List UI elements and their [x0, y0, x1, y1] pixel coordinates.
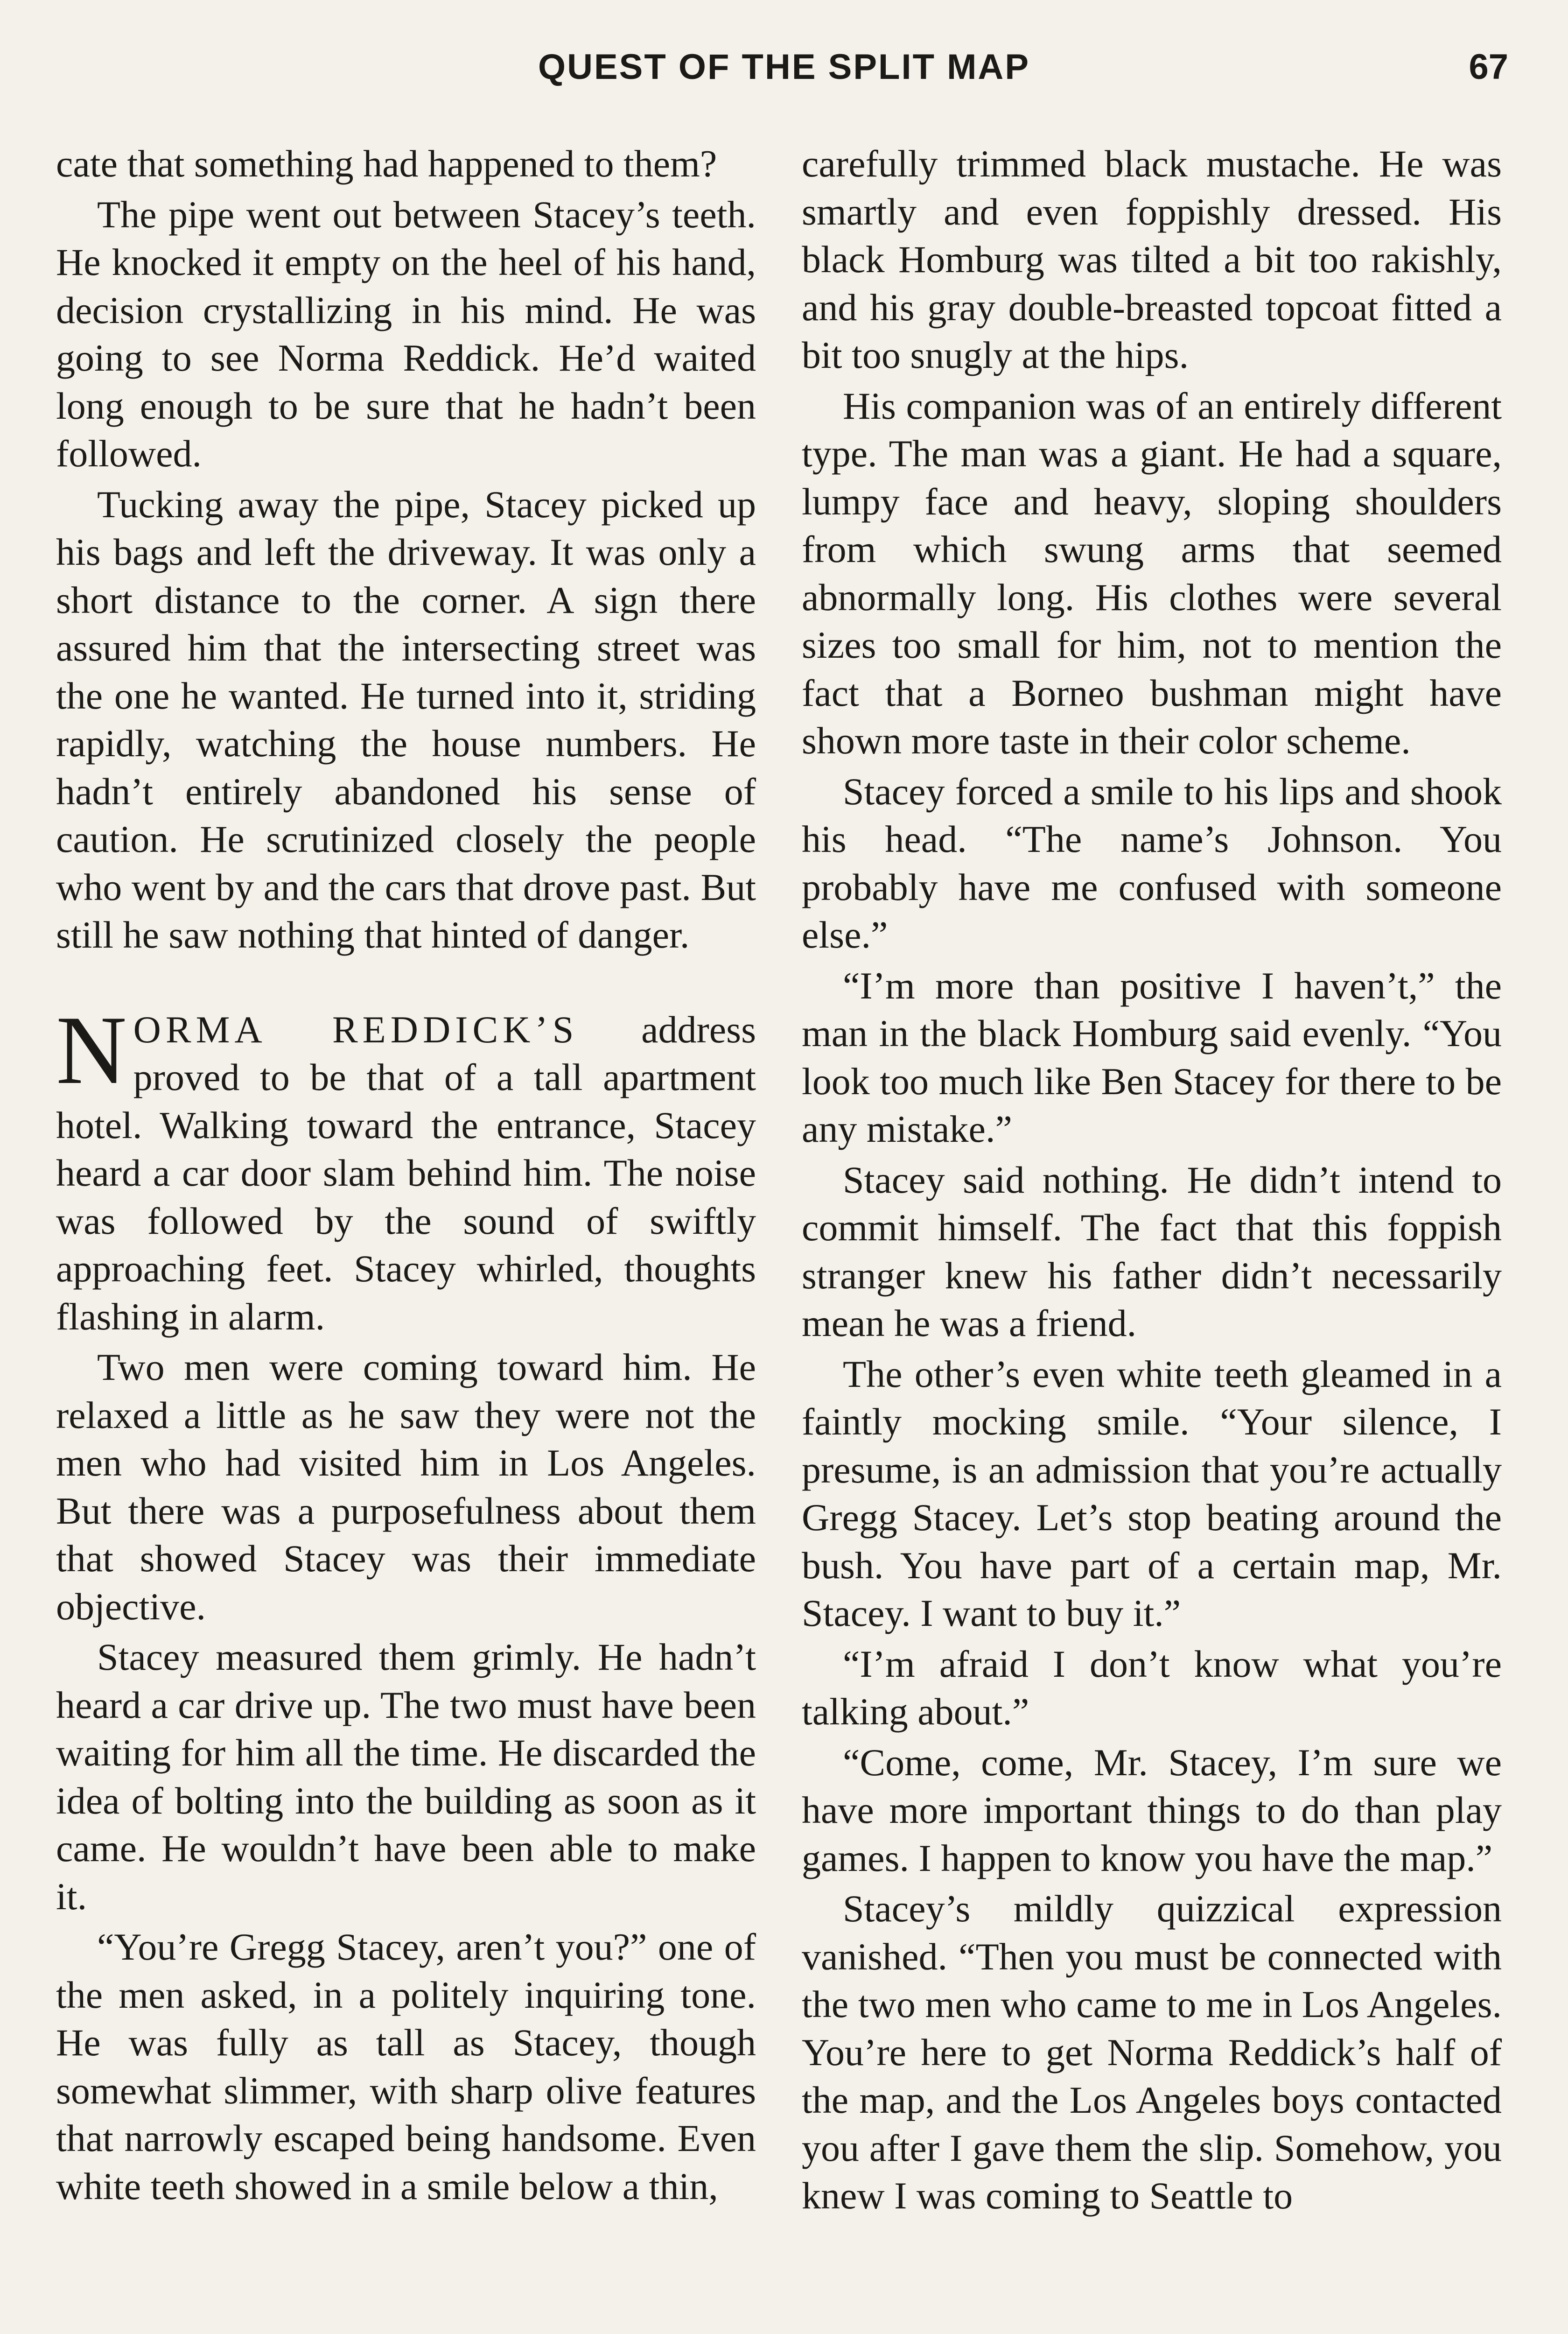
small-caps-lead: ORMA REDDICK’S: [133, 1008, 579, 1051]
paragraph: Stacey’s mildly quizzical expression vanished. “Then you must be connected with the two men who came to me in Los Angeles. You’re here to get Norma Reddick’s half of the map, and the Los Angeles boys contacted you after I gave them the slip. Somehow, you knew I was coming to Seattle to: [802, 1887, 1502, 2217]
paragraph: Tucking away the pipe, Stacey picked up his bags and left the driveway. It was only a short distance to the corner. A sign there assured him that the intersecting street was the one he wanted. He turned into it, striding rapidly, watching the house numbers. He hadn’t entirely abandoned his sense of caution. He scrutinized closely the people who went by and the cars that drove past. But still he saw nothing that hinted of danger.: [56, 483, 756, 956]
paragraph: “You’re Gregg Stacey, aren’t you?” one of the men asked, in a politely inquiring tone. He was fully as tall as Stacey, though somewhat slimmer, with sharp olive features that narrowly escaped being handsome. Even white teeth showed in a smile below a thin,: [56, 1926, 756, 2207]
left-column: [56, 140, 756, 2213]
paragraph: Stacey said nothing. He didn’t intend to commit himself. The fact that this foppish stranger knew his father didn’t necessarily mean he was a friend.: [802, 1158, 1502, 1344]
paragraph-text: address proved to be that of a tall apartment hotel. Walking toward the entrance, Stacey heard a car door slam behind him. The noise was followed by the sound of swiftly approaching feet. Stacey whirled, thoughts flashing in alarm.: [56, 1008, 756, 1338]
paragraph: “I’m more than positive I haven’t,” the man in the black Homburg said evenly. “You look too much like Ben Stacey for there to be any mistake.”: [802, 964, 1502, 1150]
paragraph: Stacey forced a smile to his lips and shook his head. “The name’s Johnson. You probably have me confused with someone else.”: [802, 770, 1502, 956]
page-header: [0, 37, 1568, 103]
right-column: [802, 140, 1502, 2223]
paragraph: carefully trimmed black mustache. He was smartly and even foppishly dressed. His black Homburg was tilted a bit too rakishly, and his gray double-breasted topcoat fitted a bit too snugly at the hips.: [802, 142, 1502, 376]
paragraph: Two men were coming toward him. He relaxed a little as he saw they were not the men who had visited him in Los Angeles. But there was a purposefulness about them that showed Stacey was their immediate objective.: [56, 1346, 756, 1628]
paragraph: Stacey measured them grimly. He hadn’t heard a car drive up. The two must have been waiting for him all the time. He discarded the idea of bolting into the building as soon as it came. He wouldn’t have been able to make it.: [56, 1636, 756, 1918]
paragraph: cate that something had happened to them?: [56, 142, 717, 185]
paragraph: The pipe went out between Stacey’s teeth. He knocked it empty on the heel of his hand, decision crystallizing in his mind. He was going to see Norma Reddick. He’d waited long enough to be sure that he hadn’t been followed.: [56, 193, 756, 475]
page-number: 67: [1469, 47, 1508, 87]
paragraph: “Come, come, Mr. Stacey, I’m sure we have more important things to do than play games. I happen to know you have the map.”: [802, 1741, 1502, 1879]
running-title: QUEST OF THE SPLIT MAP: [538, 47, 1030, 87]
drop-cap: N: [56, 996, 127, 1104]
paragraph: “I’m afraid I don’t know what you’re talking about.”: [802, 1642, 1502, 1733]
paragraph: His companion was of an entirely different type. The man was a giant. He had a square, lumpy face and heavy, sloping shoulders from which swung arms that seemed abnormally long. His clothes were several sizes too small for him, not to mention the fact that a Borneo bushman might have shown more taste in their color scheme.: [802, 384, 1502, 762]
section-opening-paragraph: [56, 996, 756, 1341]
paragraph: The other’s even white teeth gleamed in a faintly mocking smile. “Your silence, I presume, is an admission that you’re actually Gregg Stacey. Let’s stop beating around the bush. You have part of a certain map, Mr. Stacey. I want to buy it.”: [802, 1352, 1502, 1634]
